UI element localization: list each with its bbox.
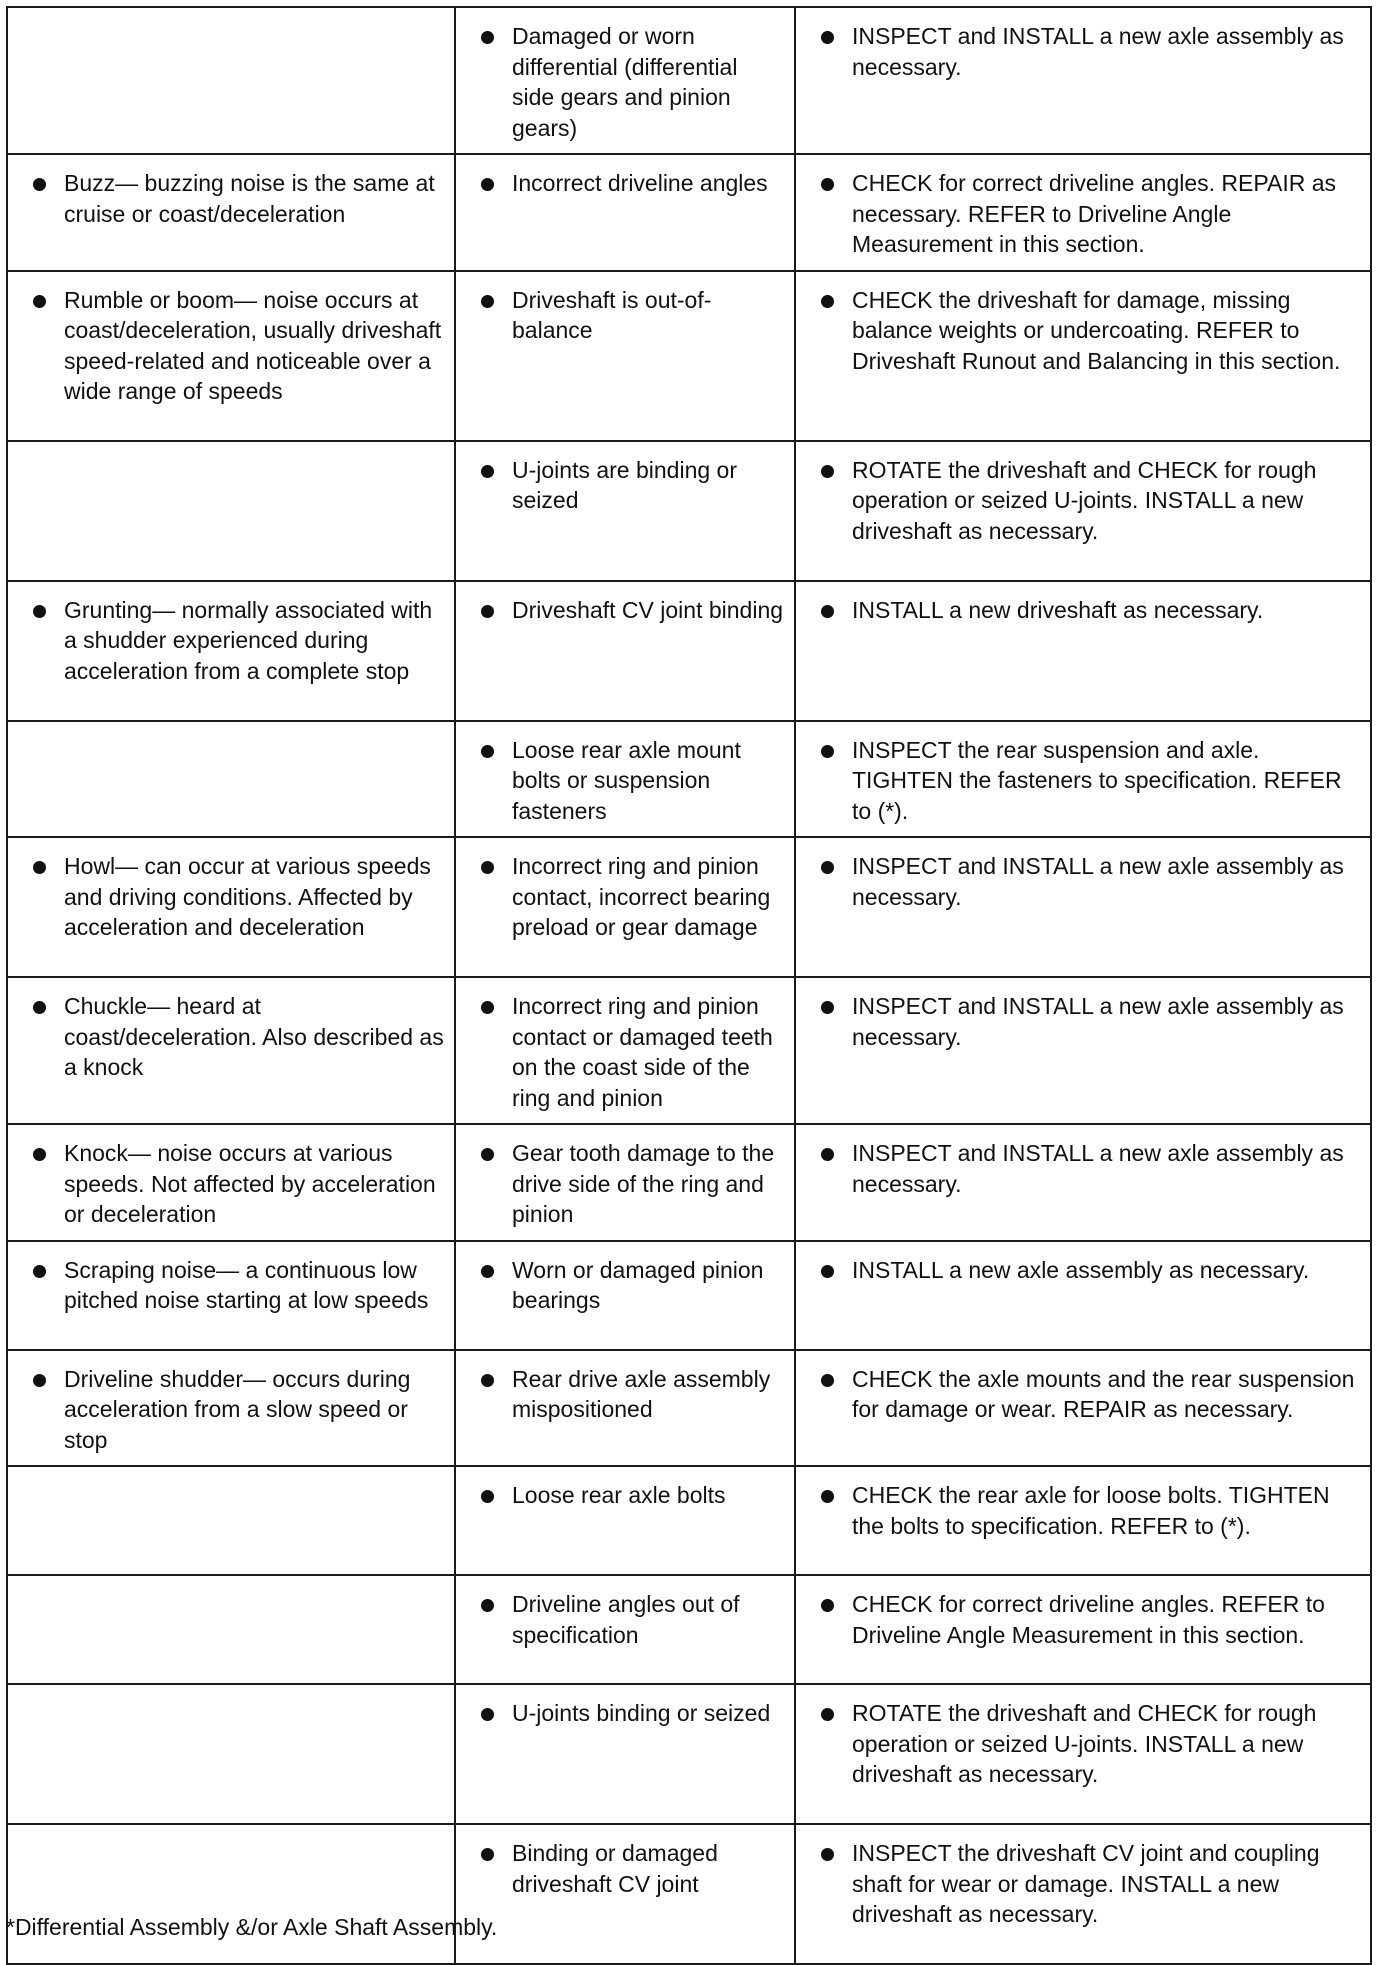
action-text: CHECK the rear axle for loose bolts. TIGHTEN the bolts to specification. REFER to (*). bbox=[852, 1482, 1330, 1539]
action-text: ROTATE the driveshaft and CHECK for rough operation or seized U-joints. INSTALL a new driveshaft as necessary. bbox=[852, 1700, 1317, 1787]
table-row bbox=[7, 581, 1371, 721]
bullet-icon bbox=[481, 1848, 494, 1861]
bullet-icon bbox=[821, 1708, 834, 1721]
action-text: ROTATE the driveshaft and CHECK for rough operation or seized U-joints. INSTALL a new driveshaft as necessary. bbox=[852, 456, 1317, 544]
bullet-icon bbox=[821, 1265, 834, 1278]
cause-cell bbox=[455, 154, 795, 271]
cause-text: Damaged or worn differential (differential side gears and pinion gears) bbox=[512, 23, 738, 141]
bullet-icon bbox=[821, 1490, 834, 1503]
symptom-cell bbox=[7, 154, 455, 271]
cause-cell bbox=[455, 441, 795, 581]
bullet-icon bbox=[33, 1148, 46, 1161]
bullet-icon bbox=[33, 178, 46, 191]
cause-text: Incorrect driveline angles bbox=[512, 170, 768, 196]
bullet-icon bbox=[33, 1001, 46, 1014]
bullet-icon bbox=[821, 605, 834, 618]
bullet-icon bbox=[33, 1265, 46, 1278]
action-text: INSPECT the rear suspension and axle. TIGHTEN the fasteners to specification. REFER to (*). bbox=[852, 736, 1342, 824]
cause-cell bbox=[455, 1824, 795, 1964]
bullet-icon bbox=[821, 861, 834, 874]
bullet-icon bbox=[821, 1148, 834, 1161]
bullet-icon bbox=[481, 745, 494, 758]
symptom-cell bbox=[7, 1575, 455, 1684]
symptom-cell bbox=[7, 271, 455, 441]
symptom-cell bbox=[7, 441, 455, 581]
action-text: INSPECT and INSTALL a new axle assembly as necessary. bbox=[852, 993, 1344, 1050]
action-cell bbox=[795, 1684, 1371, 1824]
bullet-icon bbox=[481, 1374, 494, 1387]
symptom-table bbox=[6, 6, 1372, 1965]
symptom-cell bbox=[7, 1466, 455, 1575]
table-row bbox=[7, 1575, 1371, 1684]
table-row bbox=[7, 721, 1371, 838]
symptom-text: Rumble or boom— noise occurs at coast/deceleration, usually driveshaft speed-related and noticeable over a wide range of speeds bbox=[64, 286, 442, 404]
symptom-cell bbox=[7, 1124, 455, 1241]
action-cell bbox=[795, 1124, 1371, 1241]
table-row bbox=[7, 271, 1371, 441]
table-row bbox=[7, 1350, 1371, 1467]
table-row bbox=[7, 1241, 1371, 1350]
cause-text: Rear drive axle assembly mispositioned bbox=[512, 1365, 771, 1422]
action-text: INSPECT and INSTALL a new axle assembly as necessary. bbox=[852, 853, 1344, 910]
action-cell bbox=[795, 721, 1371, 838]
action-text: CHECK for correct driveline angles. REFER to Driveline Angle Measurement in this section. bbox=[852, 1591, 1325, 1648]
table-row bbox=[7, 441, 1371, 581]
cause-cell bbox=[455, 1350, 795, 1467]
cause-text: U-joints binding or seized bbox=[512, 1700, 771, 1726]
action-cell bbox=[795, 1824, 1371, 1964]
bullet-icon bbox=[481, 1490, 494, 1503]
symptom-cell bbox=[7, 1241, 455, 1350]
cause-cell bbox=[455, 7, 795, 154]
action-text: INSPECT the driveshaft CV joint and coupling shaft for wear or damage. INSTALL a new driveshaft as necessary. bbox=[852, 1840, 1320, 1927]
bullet-icon bbox=[821, 178, 834, 191]
cause-cell bbox=[455, 1241, 795, 1350]
bullet-icon bbox=[821, 295, 834, 308]
symptom-cell bbox=[7, 977, 455, 1124]
action-cell bbox=[795, 977, 1371, 1124]
action-cell bbox=[795, 1575, 1371, 1684]
action-cell bbox=[795, 581, 1371, 721]
bullet-icon bbox=[481, 605, 494, 618]
bullet-icon bbox=[821, 1848, 834, 1861]
cause-cell bbox=[455, 1684, 795, 1824]
table-row bbox=[7, 1684, 1371, 1824]
action-cell bbox=[795, 1241, 1371, 1350]
symptom-text: Howl— can occur at various speeds and driving conditions. Affected by acceleration and deceleration bbox=[64, 853, 431, 940]
bullet-icon bbox=[821, 31, 834, 44]
cause-cell bbox=[455, 581, 795, 721]
action-cell bbox=[795, 1350, 1371, 1467]
table-row bbox=[7, 1124, 1371, 1241]
action-cell bbox=[795, 271, 1371, 441]
table-row bbox=[7, 1466, 1371, 1575]
cause-cell bbox=[455, 1466, 795, 1575]
bullet-icon bbox=[33, 295, 46, 308]
action-text: CHECK the driveshaft for damage, missing balance weights or undercoating. REFER to Driveshaft Runout and Balancing in this section. bbox=[852, 286, 1341, 374]
cause-cell bbox=[455, 721, 795, 838]
footnote: *Differential Assembly &/or Axle Shaft Assembly. bbox=[6, 1914, 498, 1940]
bullet-icon bbox=[481, 31, 494, 44]
bullet-icon bbox=[481, 178, 494, 191]
symptom-text: Chuckle— heard at coast/deceleration. Also described as a knock bbox=[64, 993, 444, 1080]
cause-text: Binding or damaged driveshaft CV joint bbox=[512, 1840, 718, 1897]
cause-text: Driveline angles out of specification bbox=[512, 1591, 740, 1648]
table-row bbox=[7, 977, 1371, 1124]
action-text: CHECK the axle mounts and the rear suspension for damage or wear. REPAIR as necessary. bbox=[852, 1365, 1355, 1422]
bullet-icon bbox=[481, 1708, 494, 1721]
bullet-icon bbox=[33, 605, 46, 618]
bullet-icon bbox=[481, 1148, 494, 1161]
symptom-text: Scraping noise— a continuous low pitched noise starting at low speeds bbox=[64, 1256, 429, 1313]
action-cell bbox=[795, 7, 1371, 154]
bullet-icon bbox=[821, 1374, 834, 1387]
action-text: INSTALL a new axle assembly as necessary. bbox=[852, 1256, 1310, 1283]
symptom-cell bbox=[7, 1824, 455, 1964]
action-cell bbox=[795, 441, 1371, 581]
symptom-cell bbox=[7, 1350, 455, 1467]
symptom-text: Buzz— buzzing noise is the same at cruise or coast/deceleration bbox=[64, 170, 435, 227]
table-row bbox=[7, 837, 1371, 977]
cause-text: U-joints are binding or seized bbox=[512, 456, 738, 513]
action-text: CHECK for correct driveline angles. REPAIR as necessary. REFER to Driveline Angle Measurement in this section. bbox=[852, 170, 1337, 257]
symptom-cell bbox=[7, 581, 455, 721]
bullet-icon bbox=[821, 745, 834, 758]
symptom-cell bbox=[7, 7, 455, 154]
bullet-icon bbox=[481, 1599, 494, 1612]
bullet-icon bbox=[481, 295, 494, 308]
cause-cell bbox=[455, 977, 795, 1124]
cause-text: Incorrect ring and pinion contact, incorrect bearing preload or gear damage bbox=[512, 853, 771, 940]
bullet-icon bbox=[33, 1374, 46, 1387]
cause-cell bbox=[455, 1124, 795, 1241]
symptom-cell bbox=[7, 721, 455, 838]
bullet-icon bbox=[481, 1001, 494, 1014]
bullet-icon bbox=[821, 1001, 834, 1014]
action-cell bbox=[795, 1466, 1371, 1575]
cause-text: Driveshaft is out-of-balance bbox=[512, 286, 712, 343]
cause-text: Loose rear axle mount bolts or suspension fasteners bbox=[512, 736, 741, 824]
bullet-icon bbox=[821, 465, 834, 478]
action-cell bbox=[795, 837, 1371, 977]
action-text: INSPECT and INSTALL a new axle assembly as necessary. bbox=[852, 1140, 1344, 1197]
cause-text: Incorrect ring and pinion contact or damaged teeth on the coast side of the ring and pinion bbox=[512, 993, 773, 1111]
bullet-icon bbox=[821, 1599, 834, 1612]
action-text: INSPECT and INSTALL a new axle assembly as necessary. bbox=[852, 23, 1344, 80]
table-row bbox=[7, 1824, 1371, 1964]
cause-text: Driveshaft CV joint binding bbox=[512, 596, 784, 623]
bullet-icon bbox=[481, 861, 494, 874]
cause-text: Worn or damaged pinion bearings bbox=[512, 1256, 764, 1313]
symptom-text: Driveline shudder— occurs during acceleration from a slow speed or stop bbox=[64, 1365, 411, 1453]
bullet-icon bbox=[481, 1265, 494, 1278]
cause-text: Gear tooth damage to the drive side of the ring and pinion bbox=[512, 1140, 775, 1227]
bullet-icon bbox=[33, 861, 46, 874]
bullet-icon bbox=[481, 465, 494, 478]
symptom-text: Grunting— normally associated with a shudder experienced during acceleration from a complete stop bbox=[64, 596, 433, 684]
symptom-text: Knock— noise occurs at various speeds. Not affected by acceleration or deceleration bbox=[64, 1140, 436, 1227]
symptom-cell bbox=[7, 1684, 455, 1824]
cause-cell bbox=[455, 837, 795, 977]
symptom-cell bbox=[7, 837, 455, 977]
table-row bbox=[7, 154, 1371, 271]
action-cell bbox=[795, 154, 1371, 271]
cause-cell bbox=[455, 1575, 795, 1684]
table-row bbox=[7, 7, 1371, 154]
table-body bbox=[7, 7, 1371, 1964]
cause-cell bbox=[455, 271, 795, 441]
cause-text: Loose rear axle bolts bbox=[512, 1482, 726, 1508]
action-text: INSTALL a new driveshaft as necessary. bbox=[852, 596, 1264, 623]
